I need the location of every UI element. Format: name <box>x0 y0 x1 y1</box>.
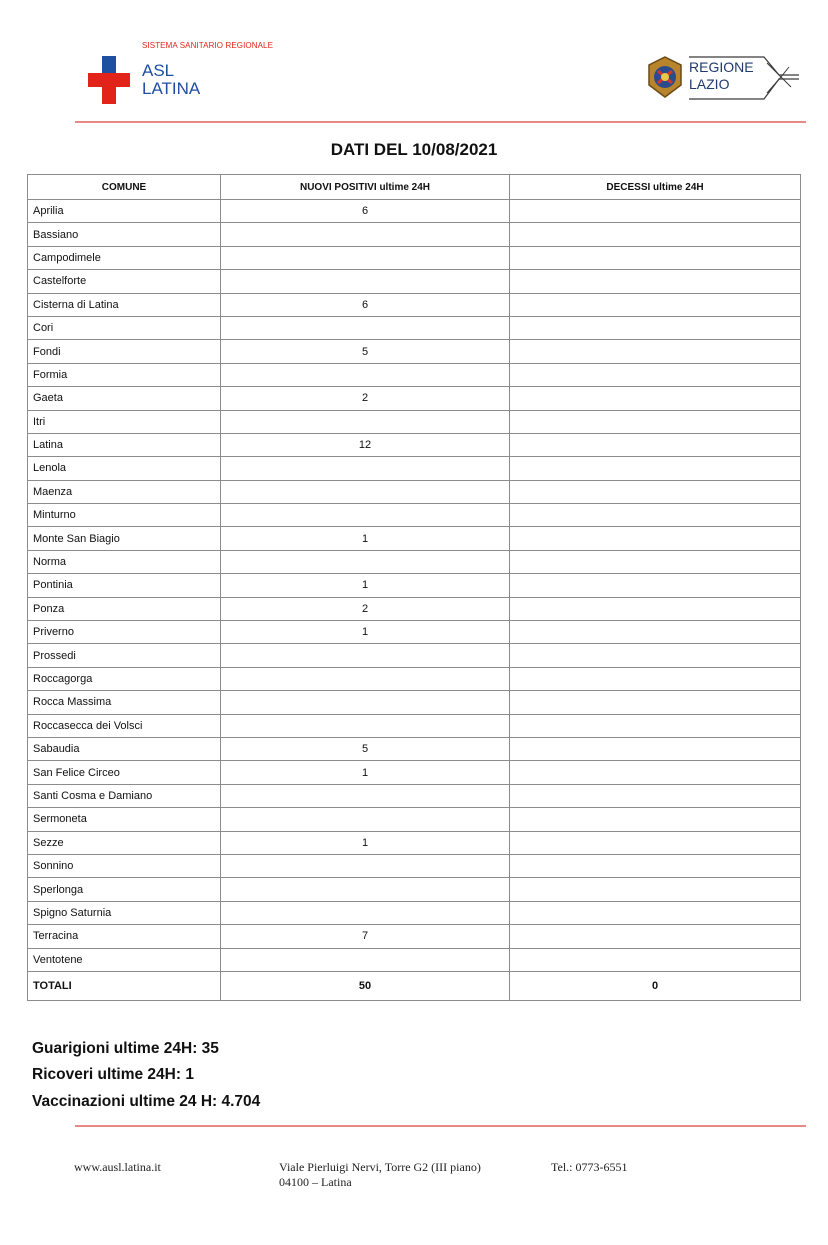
column-header-comune: COMUNE <box>28 175 221 200</box>
cell-nuovi-positivi <box>221 410 510 433</box>
cell-nuovi-positivi: 1 <box>221 574 510 597</box>
cell-comune: Monte San Biagio <box>28 527 221 550</box>
cell-decessi <box>510 644 801 667</box>
cell-comune: Ventotene <box>28 948 221 971</box>
cell-comune: Lenola <box>28 457 221 480</box>
table-row <box>28 784 801 807</box>
cell-comune: Castelforte <box>28 270 221 293</box>
cell-decessi <box>510 597 801 620</box>
table-row <box>28 667 801 690</box>
table-row <box>28 761 801 784</box>
cell-comune: Cisterna di Latina <box>28 293 221 316</box>
table-row <box>28 737 801 760</box>
cell-nuovi-positivi <box>221 550 510 573</box>
cell-decessi <box>510 621 801 644</box>
cell-nuovi-positivi <box>221 667 510 690</box>
cell-nuovi-positivi <box>221 457 510 480</box>
cell-totale-positivi: 50 <box>221 971 510 1000</box>
cell-comune: Bassiano <box>28 223 221 246</box>
cell-comune: Spigno Saturnia <box>28 901 221 924</box>
cell-comune: Roccasecca dei Volsci <box>28 714 221 737</box>
vaccinations-summary: Vaccinazioni ultime 24 H: 4.704 <box>32 1093 261 1110</box>
table-row <box>28 901 801 924</box>
footer-address: Viale Pierluigi Nervi, Torre G2 (III piano) 04100 – Latina <box>279 1160 481 1189</box>
table-row <box>28 948 801 971</box>
table-row <box>28 293 801 316</box>
cell-comune: Priverno <box>28 621 221 644</box>
cell-decessi <box>510 574 801 597</box>
regione-lazio-name: REGIONE LAZIO <box>689 59 754 92</box>
table-row <box>28 363 801 386</box>
cell-comune: Santi Cosma e Damiano <box>28 784 221 807</box>
cell-decessi <box>510 737 801 760</box>
cell-decessi <box>510 293 801 316</box>
cell-nuovi-positivi: 5 <box>221 340 510 363</box>
cell-comune: Sermoneta <box>28 808 221 831</box>
cell-nuovi-positivi <box>221 808 510 831</box>
cell-nuovi-positivi <box>221 644 510 667</box>
cell-nuovi-positivi <box>221 784 510 807</box>
table-row <box>28 597 801 620</box>
table-row <box>28 410 801 433</box>
cell-comune: Fondi <box>28 340 221 363</box>
cell-nuovi-positivi <box>221 901 510 924</box>
cell-nuovi-positivi <box>221 948 510 971</box>
cell-nuovi-positivi: 6 <box>221 200 510 223</box>
cell-comune: Sezze <box>28 831 221 854</box>
cell-nuovi-positivi: 2 <box>221 387 510 410</box>
cell-decessi <box>510 340 801 363</box>
cell-decessi <box>510 457 801 480</box>
table-row <box>28 246 801 269</box>
cell-decessi <box>510 480 801 503</box>
data-table <box>27 174 801 1001</box>
cell-comune: Aprilia <box>28 200 221 223</box>
column-header-decessi: DECESSI ultime 24H <box>510 175 801 200</box>
cell-nuovi-positivi <box>221 691 510 714</box>
cell-nuovi-positivi: 1 <box>221 621 510 644</box>
footer-divider <box>75 1125 806 1127</box>
totals-row <box>28 971 801 1000</box>
cell-nuovi-positivi <box>221 246 510 269</box>
asl-latina-logo <box>88 40 288 110</box>
cell-decessi <box>510 714 801 737</box>
cell-nuovi-positivi <box>221 270 510 293</box>
cell-decessi <box>510 316 801 339</box>
cell-comune: Maenza <box>28 480 221 503</box>
asl-cross-icon <box>88 56 130 104</box>
table-row <box>28 714 801 737</box>
cell-comune: Gaeta <box>28 387 221 410</box>
cell-decessi <box>510 761 801 784</box>
table-row <box>28 457 801 480</box>
cell-nuovi-positivi <box>221 714 510 737</box>
table-row <box>28 691 801 714</box>
table-row <box>28 480 801 503</box>
table-row <box>28 316 801 339</box>
cell-comune: Sperlonga <box>28 878 221 901</box>
cell-decessi <box>510 223 801 246</box>
cell-comune: Sabaudia <box>28 737 221 760</box>
cell-comune: Terracina <box>28 925 221 948</box>
cell-decessi <box>510 387 801 410</box>
cell-decessi <box>510 504 801 527</box>
cell-nuovi-positivi: 2 <box>221 597 510 620</box>
cell-decessi <box>510 667 801 690</box>
asl-subtitle: SISTEMA SANITARIO REGIONALE <box>142 41 274 50</box>
cell-comune: Cori <box>28 316 221 339</box>
cell-totali-label: TOTALI <box>28 971 221 1000</box>
cell-nuovi-positivi: 1 <box>221 831 510 854</box>
cell-comune: Roccagorga <box>28 667 221 690</box>
cell-nuovi-positivi <box>221 854 510 877</box>
table-row <box>28 854 801 877</box>
cell-decessi <box>510 200 801 223</box>
cell-comune: Itri <box>28 410 221 433</box>
table-row <box>28 831 801 854</box>
cell-decessi <box>510 925 801 948</box>
cell-decessi <box>510 527 801 550</box>
cell-decessi <box>510 410 801 433</box>
cell-nuovi-positivi <box>221 480 510 503</box>
table-row <box>28 925 801 948</box>
document-title: DATI DEL 10/08/2021 <box>330 140 498 159</box>
cell-comune: San Felice Circeo <box>28 761 221 784</box>
cell-nuovi-positivi <box>221 878 510 901</box>
asl-name: ASL LATINA <box>142 61 201 98</box>
cell-decessi <box>510 363 801 386</box>
table-row <box>28 574 801 597</box>
cell-nuovi-positivi: 12 <box>221 433 510 456</box>
cell-decessi <box>510 550 801 573</box>
cell-comune: Ponza <box>28 597 221 620</box>
table-row <box>28 340 801 363</box>
table-row <box>28 878 801 901</box>
cell-comune: Latina <box>28 433 221 456</box>
cell-nuovi-positivi <box>221 316 510 339</box>
footer-phone: Tel.: 0773-6551 <box>551 1160 628 1174</box>
cell-decessi <box>510 854 801 877</box>
hospitalized-summary: Ricoveri ultime 24H: 1 <box>32 1066 194 1083</box>
recovered-summary: Guarigioni ultime 24H: 35 <box>32 1040 219 1057</box>
table-header-row <box>28 175 801 200</box>
cell-nuovi-positivi <box>221 504 510 527</box>
table-row <box>28 504 801 527</box>
cell-comune: Pontinia <box>28 574 221 597</box>
cell-decessi <box>510 784 801 807</box>
cell-nuovi-positivi: 6 <box>221 293 510 316</box>
cell-decessi <box>510 878 801 901</box>
cell-nuovi-positivi <box>221 363 510 386</box>
lazio-emblem-icon <box>645 55 685 99</box>
table-row <box>28 433 801 456</box>
table-row <box>28 200 801 223</box>
cell-decessi <box>510 831 801 854</box>
header-divider <box>75 121 806 123</box>
table-body <box>28 200 801 1001</box>
cell-comune: Prossedi <box>28 644 221 667</box>
table-row <box>28 808 801 831</box>
cell-decessi <box>510 948 801 971</box>
cell-decessi <box>510 433 801 456</box>
table-row <box>28 223 801 246</box>
table-row <box>28 550 801 573</box>
column-header-nuovi-positivi: NUOVI POSITIVI ultime 24H <box>221 175 510 200</box>
cell-nuovi-positivi <box>221 223 510 246</box>
table-row <box>28 387 801 410</box>
table-row <box>28 527 801 550</box>
table-row <box>28 644 801 667</box>
cell-comune: Sonnino <box>28 854 221 877</box>
cell-comune: Campodimele <box>28 246 221 269</box>
cell-comune: Norma <box>28 550 221 573</box>
cell-comune: Minturno <box>28 504 221 527</box>
cell-nuovi-positivi: 7 <box>221 925 510 948</box>
cell-nuovi-positivi: 5 <box>221 737 510 760</box>
cell-nuovi-positivi: 1 <box>221 761 510 784</box>
regione-lazio-logo <box>645 55 805 105</box>
cell-decessi <box>510 901 801 924</box>
table-row <box>28 270 801 293</box>
footer-website[interactable]: www.ausl.latina.it <box>74 1160 161 1174</box>
cell-nuovi-positivi: 1 <box>221 527 510 550</box>
cell-comune: Formia <box>28 363 221 386</box>
cell-decessi <box>510 246 801 269</box>
cell-decessi <box>510 691 801 714</box>
cell-decessi <box>510 808 801 831</box>
cell-decessi <box>510 270 801 293</box>
table-row <box>28 621 801 644</box>
cell-totale-decessi: 0 <box>510 971 801 1000</box>
cell-comune: Rocca Massima <box>28 691 221 714</box>
